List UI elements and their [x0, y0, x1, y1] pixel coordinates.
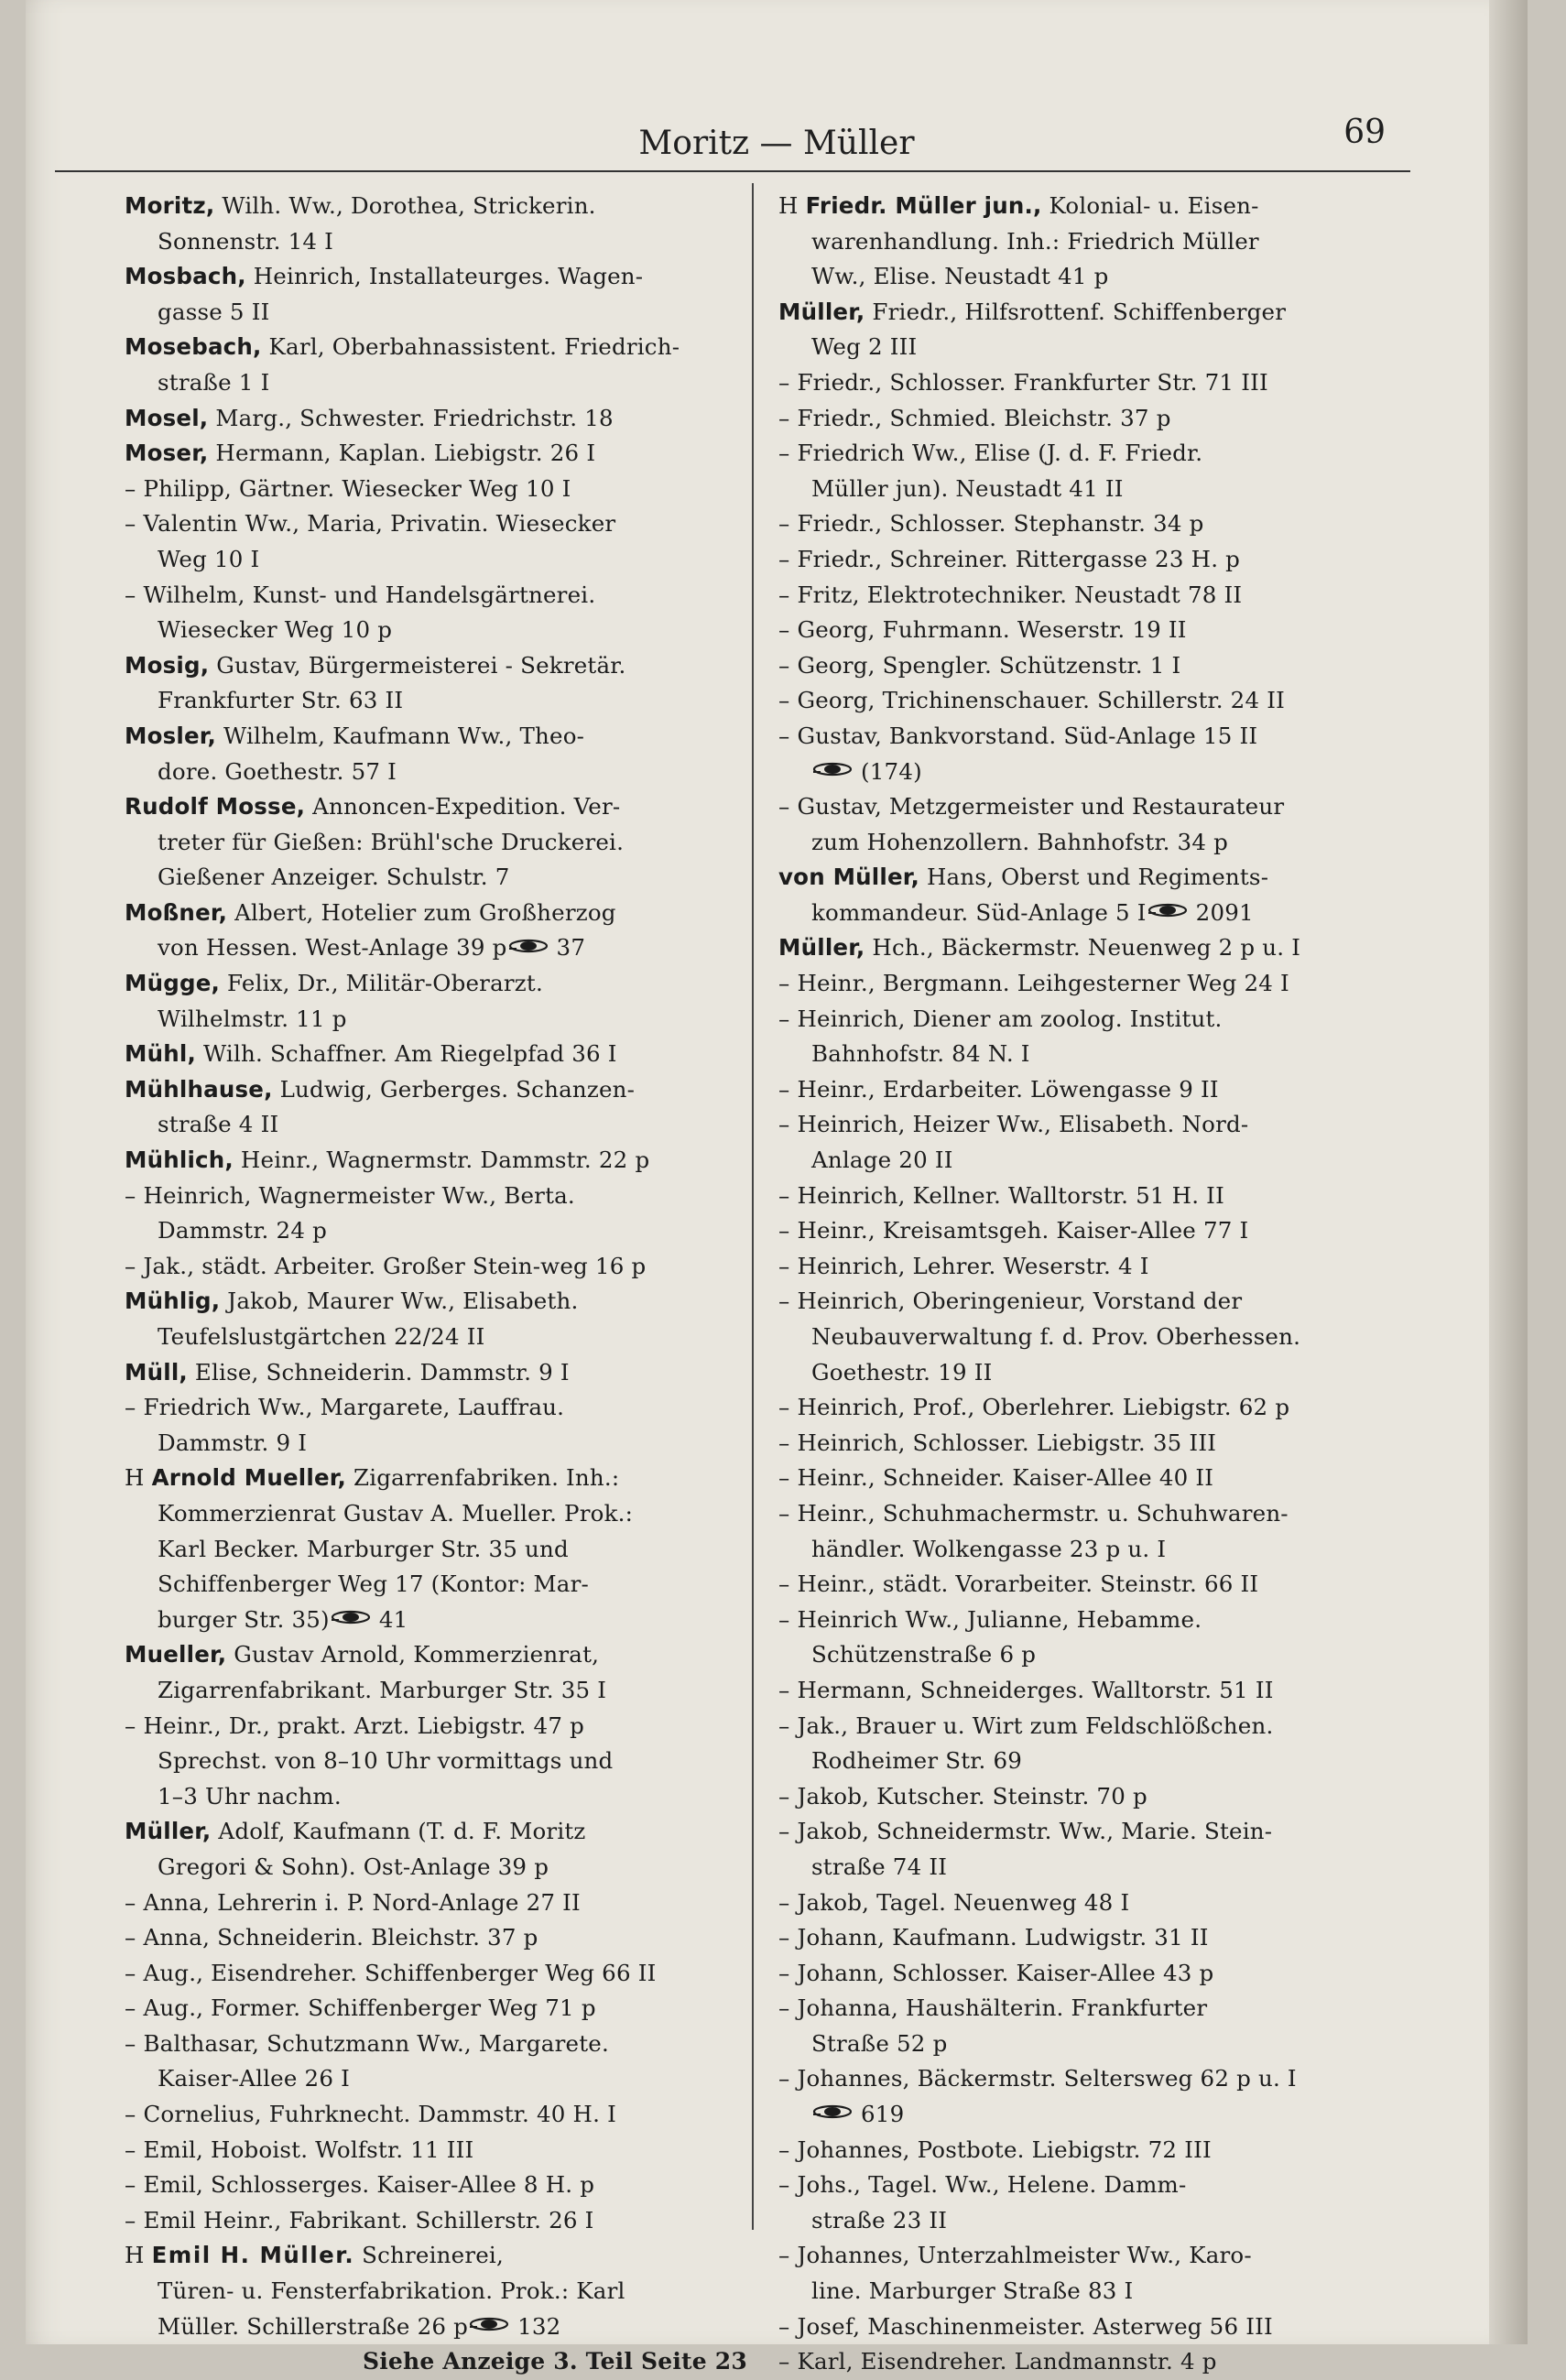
directory-line: [125, 1390, 766, 1426]
entry-text: Teufelslustgärtchen 22/24 II: [158, 1323, 485, 1350]
directory-line: [778, 1744, 1419, 1779]
entry-text: Gießener Anzeiger. Schulstr. 7: [158, 864, 510, 891]
entry-text: – Heinr., Schuhmachermstr. u. Schuhwaren-: [778, 1499, 1289, 1527]
entry-text: – Heinrich, Wagnermeister Ww., Berta.: [125, 1181, 575, 1209]
directory-line: [125, 436, 766, 472]
directory-line: [778, 2238, 1419, 2274]
entry-text: von Hessen. West-Anlage 39 p: [158, 934, 507, 962]
directory-line: [778, 2133, 1419, 2168]
entry-text: dore. Goethestr. 57 I: [158, 757, 397, 785]
directory-line: [125, 896, 766, 931]
directory-line: [125, 1179, 766, 1214]
directory-line: [778, 2344, 1419, 2380]
directory-line: [778, 1002, 1419, 1038]
directory-line: [125, 365, 766, 401]
directory-line: [125, 401, 766, 437]
entry-text: Türen- u. Fensterfabrikation. Prok.: Karl: [158, 2277, 625, 2305]
entry-surname: Moritz,: [125, 192, 215, 219]
directory-line: [125, 259, 766, 295]
directory-line: [778, 224, 1419, 260]
entry-text: – Jakob, Schneidermstr. Ww., Marie. Stein-: [778, 1818, 1273, 1845]
entry-text: Goethestr. 19 II: [811, 1358, 993, 1386]
entry-text: warenhandlung. Inh.: Friedrich Müller: [811, 227, 1259, 255]
entry-text: Wilh. Schaffner. Am Riegelpfad 36 I: [195, 1040, 617, 1068]
directory-line: [125, 930, 766, 966]
directory-line: [778, 1355, 1419, 1391]
entry-text: – Jak., Brauer u. Wirt zum Feldschlößchen.: [778, 1712, 1274, 1739]
entry-surname: Moßner,: [125, 898, 228, 926]
entry-text: – Jakob, Kutscher. Steinstr. 70 p: [778, 1782, 1147, 1809]
right-column: [778, 189, 1419, 2380]
directory-line: [778, 789, 1419, 825]
entry-text: – Heinrich, Schlosser. Liebigstr. 35 III: [778, 1429, 1217, 1456]
directory-line: [125, 2203, 766, 2239]
directory-line: [778, 2097, 1419, 2133]
directory-line: [125, 1249, 766, 1285]
directory-line: [125, 1956, 766, 1992]
entry-text: – Friedrich Ww., Margarete, Lauffrau.: [125, 1394, 565, 1421]
entry-text: Schreinerei,: [354, 2242, 504, 2269]
entry-text: straße 23 II: [811, 2206, 948, 2233]
directory-line: [125, 330, 766, 365]
entry-text: – Emil, Hoboist. Wolfstr. 11 III: [125, 2135, 474, 2163]
entry-surname: Mosebach,: [125, 333, 262, 361]
directory-line: [778, 930, 1419, 966]
entry-text: Neubauverwaltung f. d. Prov. Oberhessen.: [811, 1323, 1301, 1350]
entry-text: Hch., Bäckermstr. Neuenweg 2 p u. I: [865, 934, 1301, 962]
directory-line: [125, 1320, 766, 1355]
directory-line: [778, 1673, 1419, 1709]
entry-surname: Rudolf Mosse,: [125, 793, 306, 821]
entry-text: – Anna, Lehrerin i. P. Nord-Anlage 27 II: [125, 1888, 581, 1916]
directory-line: [125, 966, 766, 1002]
header-rule: [55, 170, 1410, 172]
entry-text: Ludwig, Gerberges. Schanzen-: [272, 1075, 636, 1103]
directory-line: [125, 2061, 766, 2097]
directory-page: [26, 0, 1528, 2375]
entry-text: – Valentin Ww., Maria, Privatin. Wiesecker: [125, 510, 616, 538]
directory-line: [125, 1850, 766, 1886]
entry-text: Wilh. Ww., Dorothea, Strickerin.: [214, 192, 596, 219]
entry-text: Weg 2 III: [811, 333, 918, 361]
directory-line: [125, 755, 766, 790]
advert-marker: H: [778, 192, 806, 219]
directory-line: [125, 1814, 766, 1850]
directory-line: [778, 1461, 1419, 1496]
directory-line: [125, 2097, 766, 2133]
entry-text: Karl, Oberbahnassistent. Friedrich-: [261, 333, 680, 361]
entry-surname: Mosler,: [125, 722, 216, 749]
directory-line: [125, 683, 766, 719]
entry-text: line. Marburger Straße 83 I: [811, 2277, 1134, 2305]
directory-line: [778, 189, 1419, 224]
entry-surname: Mühlhause,: [125, 1075, 273, 1103]
directory-line: [778, 2309, 1419, 2345]
directory-line: [778, 1179, 1419, 1214]
telephone-icon: [330, 1603, 372, 1637]
directory-line: [125, 613, 766, 648]
directory-line: [778, 1886, 1419, 1921]
entry-text: – Heinr., Kreisamtsgeh. Kaiser-Allee 77 I: [778, 1217, 1249, 1244]
directory-line: [778, 2274, 1419, 2309]
entry-text: Gregori & Sohn). Ost-Anlage 39 p: [158, 1853, 549, 1880]
directory-line: [778, 1709, 1419, 1744]
directory-line: [778, 2061, 1419, 2097]
directory-line: [778, 966, 1419, 1002]
directory-line: [778, 648, 1419, 684]
entry-text: Müller. Schillerstraße 26 p: [158, 2312, 469, 2340]
entry-text: – Johs., Tagel. Ww., Helene. Damm-: [778, 2171, 1187, 2199]
directory-line: [778, 259, 1419, 295]
directory-line: [778, 506, 1419, 542]
directory-line: [778, 1532, 1419, 1568]
entry-text: Annoncen-Expedition. Ver-: [305, 793, 621, 821]
entry-text: Dammstr. 9 I: [158, 1429, 308, 1456]
entry-text: – Wilhelm, Kunst- und Handelsgärtnerei.: [125, 581, 596, 608]
directory-line: [125, 1284, 766, 1320]
directory-line: [125, 224, 766, 260]
entry-surname: Müller,: [778, 934, 865, 962]
entry-text: Ww., Elise. Neustadt 41 p: [811, 263, 1109, 290]
directory-line: [125, 1496, 766, 1532]
directory-line: [778, 542, 1419, 578]
entry-text: straße 1 I: [158, 368, 270, 396]
telephone-number: 619: [854, 2101, 905, 2128]
directory-line: [778, 1637, 1419, 1673]
entry-text: gasse 5 II: [158, 298, 270, 325]
entry-surname: Friedr. Müller jun.,: [805, 192, 1042, 219]
directory-line: [125, 578, 766, 614]
entry-text: – Jakob, Tagel. Neuenweg 48 I: [778, 1888, 1130, 1916]
directory-line: [125, 1779, 766, 1815]
entry-text: Heinr., Wagnermstr. Dammstr. 22 p: [233, 1147, 650, 1174]
entry-text: – Friedr., Schmied. Bleichstr. 37 p: [778, 404, 1171, 431]
entry-text: – Aug., Former. Schiffenberger Weg 71 p: [125, 1994, 596, 2022]
entry-text: – Georg, Spengler. Schützenstr. 1 I: [778, 651, 1181, 679]
entry-text: kommandeur. Süd-Anlage 5 I: [811, 898, 1147, 926]
telephone-number: 41: [371, 1605, 408, 1633]
entry-text: Kolonial- u. Eisen-: [1041, 192, 1259, 219]
directory-line: [125, 1037, 766, 1072]
entry-text: Albert, Hotelier zum Großherzog: [227, 898, 616, 926]
directory-line: [125, 2274, 766, 2309]
entry-text: straße 4 II: [158, 1111, 279, 1138]
entry-text: – Friedr., Schreiner. Rittergasse 23 H. p: [778, 545, 1241, 572]
entry-text: – Karl, Eisendreher. Landmannstr. 4 p: [778, 2348, 1217, 2375]
directory-line: [125, 295, 766, 331]
entry-text: – Heinr., Schneider. Kaiser-Allee 40 II: [778, 1464, 1214, 1492]
entry-surname: Müll,: [125, 1358, 188, 1386]
entry-text: – Heinrich, Heizer Ww., Elisabeth. Nord-: [778, 1111, 1249, 1138]
directory-line: [125, 506, 766, 542]
entry-text: – Friedr., Schlosser. Frankfurter Str. 71 III: [778, 368, 1268, 396]
entry-text: – Cornelius, Fuhrknecht. Dammstr. 40 H. I: [125, 2101, 616, 2128]
entry-text: – Hermann, Schneiderges. Walltorstr. 51 II: [778, 1676, 1274, 1703]
entry-text: – Philipp, Gärtner. Wiesecker Weg 10 I: [125, 474, 571, 502]
entry-text: Kommerzienrat Gustav A. Mueller. Prok.:: [158, 1499, 634, 1527]
entry-text: burger Str. 35): [158, 1605, 330, 1633]
entry-surname: Arnold Mueller,: [151, 1464, 346, 1492]
directory-line: [778, 1072, 1419, 1108]
entry-text: händler. Wolkengasse 23 p u. I: [811, 1535, 1167, 1562]
entry-text: – Emil Heinr., Fabrikant. Schillerstr. 26 I: [125, 2206, 594, 2233]
entry-text: – Jak., städt. Arbeiter. Großer Stein-weg 16 p: [125, 1252, 647, 1279]
entry-text: – Aug., Eisendreher. Schiffenberger Weg 66 II: [125, 1959, 657, 1986]
telephone-number: 37: [549, 934, 586, 962]
entry-text: Schiffenberger Weg 17 (Kontor: Mar-: [158, 1570, 589, 1598]
advert-marker: H: [125, 1464, 152, 1492]
entry-text: Gustav, Bürgermeisterei - Sekretär.: [209, 651, 626, 679]
entry-text: – Heinr., städt. Vorarbeiter. Steinstr. 66 II: [778, 1570, 1259, 1598]
entry-surname: Mühl,: [125, 1040, 196, 1068]
entry-text: – Johannes, Bäckermstr. Seltersweg 62 p u. I: [778, 2065, 1297, 2092]
directory-line: [125, 1002, 766, 1038]
directory-line: [778, 295, 1419, 331]
entry-text: Schützenstraße 6 p: [811, 1641, 1037, 1668]
directory-line: [778, 1991, 1419, 2027]
entry-text: – Georg, Trichinenschauer. Schillerstr. 24 II: [778, 687, 1286, 714]
directory-line: [125, 1567, 766, 1603]
directory-line: [778, 330, 1419, 365]
entry-surname: Mühlich,: [125, 1147, 234, 1174]
directory-line: [125, 1461, 766, 1496]
directory-line: [778, 2027, 1419, 2062]
directory-line: [778, 1426, 1419, 1462]
entry-text: 1–3 Uhr nachm.: [158, 1782, 342, 1809]
directory-line: [778, 1320, 1419, 1355]
entry-text: Karl Becker. Marburger Str. 35 und: [158, 1535, 569, 1562]
entry-text: Anlage 20 II: [811, 1147, 953, 1174]
entry-surname: Mueller,: [125, 1641, 227, 1668]
telephone-icon: [507, 932, 549, 966]
entry-text: – Gustav, Bankvorstand. Süd-Anlage 15 II: [778, 722, 1258, 749]
directory-line: [125, 1886, 766, 1921]
telephone-number: 132: [510, 2312, 561, 2340]
entry-text: Sonnenstr. 14 I: [158, 227, 334, 255]
entry-text: Zigarrenfabriken. Inh.:: [346, 1464, 620, 1492]
entry-text: – Heinr., Bergmann. Leihgesterner Weg 24 I: [778, 970, 1289, 997]
entry-text: – Friedrich Ww., Elise (J. d. F. Friedr.: [778, 440, 1203, 467]
telephone-icon: [811, 2098, 854, 2132]
entry-text: Wilhelm, Kaufmann Ww., Theo-: [216, 722, 585, 749]
entry-text: – Heinrich, Oberingenieur, Vorstand der: [778, 1288, 1243, 1315]
directory-line: [125, 2168, 766, 2203]
entry-text: – Fritz, Elektrotechniker. Neustadt 78 II: [778, 581, 1243, 608]
directory-line: [125, 1107, 766, 1143]
advert-reference: [125, 2344, 766, 2380]
entry-text: Rodheimer Str. 69: [811, 1747, 1023, 1775]
entry-text: – Johann, Schlosser. Kaiser-Allee 43 p: [778, 1959, 1214, 1986]
directory-line: [778, 719, 1419, 755]
entry-text: – Emil, Schlosserges. Kaiser-Allee 8 H. p: [125, 2171, 595, 2199]
entry-text: Marg., Schwester. Friedrichstr. 18: [208, 404, 614, 431]
directory-line: [778, 1037, 1419, 1072]
entry-text: treter für Gießen: Brühl'sche Druckerei.: [158, 828, 625, 855]
telephone-icon: [1147, 897, 1189, 930]
page-header: [26, 108, 1528, 172]
entry-surname: Moser,: [125, 440, 209, 467]
entry-text: – Johann, Kaufmann. Ludwigstr. 31 II: [778, 1924, 1209, 1951]
directory-line: [125, 472, 766, 507]
telephone-number: 2091: [1188, 898, 1254, 926]
directory-line: [125, 1637, 766, 1673]
directory-line: [778, 825, 1419, 861]
entry-surname: Müller,: [778, 298, 865, 325]
directory-line: [778, 1779, 1419, 1815]
telephone-icon: [811, 755, 854, 789]
directory-line: [778, 2203, 1419, 2239]
directory-line: [778, 2168, 1419, 2203]
entry-text: Felix, Dr., Militär-Oberarzt.: [220, 970, 543, 997]
directory-line: [125, 1072, 766, 1108]
entry-text: – Josef, Maschinenmeister. Asterweg 56 III: [778, 2312, 1273, 2340]
directory-line: [778, 755, 1419, 790]
directory-line: [125, 1213, 766, 1249]
directory-line: [125, 1709, 766, 1744]
directory-line: [778, 1496, 1419, 1532]
left-column: [125, 189, 766, 2380]
entry-text: – Heinrich, Prof., Oberlehrer. Liebigstr. 62 p: [778, 1394, 1290, 1421]
advert-marker: H: [125, 2242, 152, 2269]
directory-line: [125, 1744, 766, 1779]
entry-surname: Müller,: [125, 1818, 212, 1845]
entry-surname: Mosig,: [125, 651, 210, 679]
running-head: Moritz — Müller: [638, 125, 915, 162]
directory-line: [778, 1284, 1419, 1320]
entry-text: Wiesecker Weg 10 p: [158, 616, 393, 644]
entry-text: – Johannes, Unterzahlmeister Ww., Karo-: [778, 2242, 1252, 2269]
directory-line: [125, 189, 766, 224]
directory-line: [125, 1532, 766, 1568]
entry-surname: Mügge,: [125, 970, 221, 997]
entry-text: – Johannes, Postbote. Liebigstr. 72 III: [778, 2135, 1212, 2163]
directory-line: [125, 860, 766, 896]
entry-text: Müller jun). Neustadt 41 II: [811, 474, 1124, 502]
directory-line: [125, 542, 766, 578]
directory-line: [778, 1143, 1419, 1179]
entry-text: Kaiser-Allee 26 I: [158, 2065, 350, 2092]
entry-text: Dammstr. 24 p: [158, 1217, 327, 1244]
directory-line: [778, 472, 1419, 507]
entry-text: – Heinrich, Diener am zoolog. Institut.: [778, 1005, 1223, 1032]
entry-text: Elise, Schneiderin. Dammstr. 9 I: [187, 1358, 570, 1386]
entry-text: Wilhelmstr. 11 p: [158, 1005, 347, 1032]
directory-line: [125, 1920, 766, 1956]
directory-line: [778, 1603, 1419, 1638]
directory-line: [778, 896, 1419, 931]
directory-line: [778, 1249, 1419, 1285]
directory-line: [125, 1603, 766, 1638]
directory-line: [778, 1814, 1419, 1850]
entry-text: Straße 52 p: [811, 2029, 948, 2057]
directory-line: [778, 683, 1419, 719]
entry-text: Frankfurter Str. 63 II: [158, 687, 404, 714]
directory-line: [778, 436, 1419, 472]
entry-text: – Johanna, Haushälterin. Frankfurter: [778, 1994, 1208, 2022]
directory-line: [125, 1426, 766, 1462]
directory-line: [778, 1213, 1419, 1249]
entry-surname: von Müller,: [778, 864, 919, 891]
directory-line: [778, 1956, 1419, 1992]
directory-line: [125, 2238, 766, 2274]
directory-line: [778, 365, 1419, 401]
entry-text: – Gustav, Metzgermeister und Restaurateur: [778, 793, 1285, 821]
entry-text: – Heinrich, Kellner. Walltorstr. 51 H. II: [778, 1181, 1224, 1209]
directory-line: [778, 1390, 1419, 1426]
entry-text: Sprechst. von 8–10 Uhr vormittags und: [158, 1747, 614, 1775]
directory-line: [125, 719, 766, 755]
advert-firm-name: Emil H. Müller.: [151, 2242, 355, 2269]
directory-line: [125, 648, 766, 684]
directory-line: [778, 578, 1419, 614]
entry-text: Friedr., Hilfsrottenf. Schiffenberger: [865, 298, 1287, 325]
directory-line: [125, 2309, 766, 2345]
telephone-number: (174): [854, 757, 922, 785]
entry-text: Hermann, Kaplan. Liebigstr. 26 I: [208, 440, 596, 467]
advert-reference-text: Siehe Anzeige 3. Teil Seite 23: [362, 2348, 747, 2375]
telephone-icon: [468, 2310, 510, 2344]
directory-line: [125, 1991, 766, 2027]
directory-line: [125, 2133, 766, 2168]
directory-line: [125, 1673, 766, 1709]
entry-text: Bahnhofstr. 84 N. I: [811, 1040, 1030, 1068]
entry-text: – Balthasar, Schutzmann Ww., Margarete.: [125, 2029, 609, 2057]
directory-line: [778, 1567, 1419, 1603]
entry-text: Gustav Arnold, Kommerzienrat,: [226, 1641, 600, 1668]
entry-text: – Georg, Fuhrmann. Weserstr. 19 II: [778, 616, 1187, 644]
directory-line: [125, 1355, 766, 1391]
directory-line: [125, 1143, 766, 1179]
entry-surname: Mühlig,: [125, 1288, 221, 1315]
directory-line: [778, 1850, 1419, 1886]
entry-text: Adolf, Kaufmann (T. d. F. Moritz: [211, 1818, 586, 1845]
entry-text: Hans, Oberst und Regiments-: [919, 864, 1269, 891]
directory-line: [125, 789, 766, 825]
directory-line: [125, 825, 766, 861]
page-binding-shadow: [1489, 0, 1528, 2344]
page-number: 69: [1343, 114, 1386, 151]
entry-text: – Heinrich Ww., Julianne, Hebamme.: [778, 1605, 1202, 1633]
entry-text: Jakob, Maurer Ww., Elisabeth.: [220, 1288, 579, 1315]
entry-text: – Heinr., Dr., prakt. Arzt. Liebigstr. 47 p: [125, 1712, 584, 1739]
entry-text: – Anna, Schneiderin. Bleichstr. 37 p: [125, 1924, 538, 1951]
entry-text: Heinrich, Installateurges. Wagen-: [245, 263, 644, 290]
entry-surname: Mosel,: [125, 404, 209, 431]
directory-line: [778, 1920, 1419, 1956]
entry-text: Weg 10 I: [158, 545, 260, 572]
entry-text: straße 74 II: [811, 1853, 948, 1880]
entry-text: – Heinr., Erdarbeiter. Löwengasse 9 II: [778, 1075, 1219, 1103]
directory-line: [778, 613, 1419, 648]
entry-text: – Heinrich, Lehrer. Weserstr. 4 I: [778, 1252, 1149, 1279]
entry-text: – Friedr., Schlosser. Stephanstr. 34 p: [778, 510, 1204, 538]
directory-line: [778, 860, 1419, 896]
directory-line: [778, 1107, 1419, 1143]
directory-line: [778, 401, 1419, 437]
entry-text: Zigarrenfabrikant. Marburger Str. 35 I: [158, 1676, 607, 1703]
directory-line: [125, 2027, 766, 2062]
entry-surname: Mosbach,: [125, 263, 246, 290]
entry-text: zum Hohenzollern. Bahnhofstr. 34 p: [811, 828, 1229, 855]
